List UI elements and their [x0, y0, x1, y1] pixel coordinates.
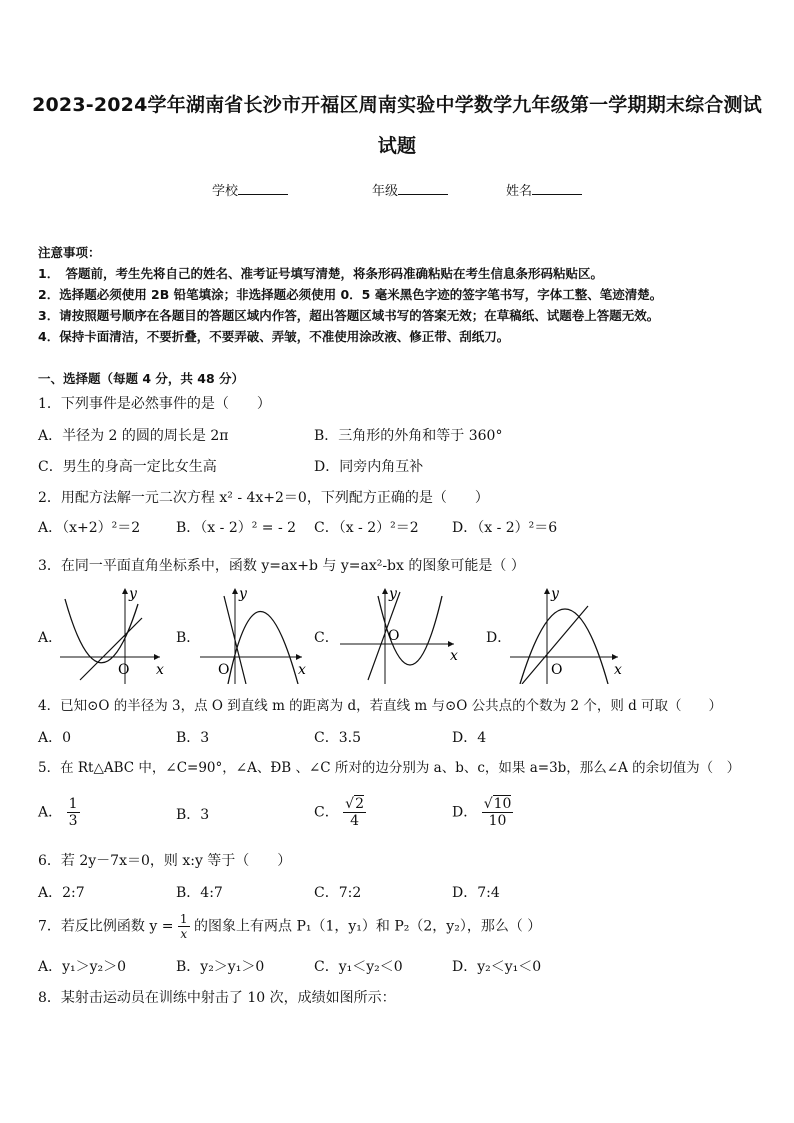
- q1-stem: 1．下列事件是必然事件的是（ ）: [38, 396, 271, 412]
- y-label: y: [551, 586, 559, 602]
- denominator: 10: [488, 813, 507, 829]
- parabola: [520, 609, 608, 684]
- q5-option-a-label: A．: [38, 804, 63, 821]
- q4-option-c: C．3.5: [314, 730, 361, 746]
- grade-field: [372, 182, 448, 200]
- q1-option-d: D．同旁内角互补: [314, 459, 424, 475]
- denominator: x: [180, 927, 188, 941]
- q2-option-c: C．（x - 2）²＝2: [314, 520, 419, 536]
- q4-option-d: D．4: [452, 730, 487, 746]
- q7-option-b: B．y₂＞y₁＞0: [176, 959, 265, 975]
- y-label: y: [389, 586, 397, 602]
- name-blank: [532, 182, 582, 195]
- q3-option-c-label: C．: [314, 630, 339, 646]
- y-axis-arrow: [382, 588, 388, 594]
- numerator: √2: [345, 796, 365, 812]
- numerator: 1: [68, 796, 78, 812]
- q5-option-b: B．3: [176, 807, 210, 823]
- q7-option-c: C．y₁＜y₂＜0: [314, 959, 403, 975]
- x-axis-arrow: [448, 641, 454, 647]
- q8-stem: 8．某射击运动员在训练中射击了 10 次，成绩如图所示：: [38, 990, 396, 1006]
- q4-stem: 4．已知⊙O 的半径为 3，点 O 到直线 m 的距离为 d，若直线 m 与⊙O 公共点的个数为 2 个，则 d 可取（ ）: [38, 698, 723, 714]
- q3-option-b-label: B．: [176, 630, 201, 646]
- parabola: [228, 612, 298, 685]
- q1-option-c: C．男生的身高一定比女生高: [38, 459, 217, 475]
- numerator: 1: [179, 912, 188, 926]
- q5-option-d-fraction: [482, 796, 514, 829]
- q6-option-c: C．7:2: [314, 885, 362, 901]
- name-field: [506, 182, 582, 200]
- q4-option-b: B．3: [176, 730, 210, 746]
- title-line-1: 2023-2024学年湖南省长沙市开福区周南实验中学数学九年级第一学期期末综合测试: [32, 94, 762, 116]
- denominator: 4: [350, 813, 360, 829]
- x-axis-arrow: [296, 654, 302, 660]
- origin-label: O: [388, 628, 400, 644]
- q5-option-c-label: C．: [314, 804, 339, 821]
- x-axis-arrow: [154, 654, 160, 660]
- school-field: [212, 182, 288, 200]
- q5-option-a: [38, 796, 80, 829]
- grade-blank: [398, 182, 448, 195]
- title-line-2: 试题: [377, 135, 417, 157]
- q6-option-a: A．2:7: [38, 885, 85, 901]
- x-label: x: [614, 662, 622, 678]
- notice-item: 3．请按照题号顺序在各题目的答题区域内作答，超出答题区域书写的答案无效；在草稿纸、试题卷上答题无效。: [38, 308, 660, 323]
- notice-item: 2．选择题必须使用 2B 铅笔填涂；非选择题必须使用 0．5 毫米黑色字迹的签字笔书写，字体工整、笔迹清楚。: [38, 287, 663, 302]
- line: [80, 618, 142, 680]
- notice-item: 4．保持卡面清洁，不要折叠，不要弄破、弄皱，不准使用涂改液、修正带、刮纸刀。: [38, 329, 510, 344]
- radicand: 2: [355, 796, 365, 812]
- q3-option-d-label: D．: [486, 630, 512, 646]
- notice-item: 1． 答题前，考生先将自己的姓名、准考证号填写清楚，将条形码准确粘贴在考生信息条形码粘贴区。: [38, 266, 603, 281]
- q3-graph-d: [508, 584, 626, 684]
- q3-graph-b: [198, 584, 310, 684]
- x-label: x: [298, 662, 306, 678]
- q3-graph-a: [60, 584, 168, 684]
- q7-stem: [38, 912, 541, 941]
- q5-stem: 5．在 Rt△ABC 中，∠C=90°，∠A、ÐB 、∠C 所对的边分别为 a、b、c，如果 a=3b，那么∠A 的余切值为（ ）: [38, 760, 741, 776]
- q3-stem: 3．在同一平面直角坐标系中，函数 y=ax+b 与 y=ax²-bx 的图象可能是（ ）: [38, 558, 525, 574]
- q5-option-d-label: D．: [452, 804, 478, 821]
- origin-label: O: [218, 662, 230, 678]
- q2-option-a: A．（x+2）²＝2: [38, 520, 141, 536]
- q7-stem-start: 7．若反比例函数 y =: [38, 918, 174, 935]
- q7-option-a: A．y₁＞y₂＞0: [38, 959, 127, 975]
- grade-label: 年级: [372, 184, 399, 199]
- notice-heading: 注意事项：: [38, 245, 101, 260]
- y-axis-arrow: [232, 588, 238, 594]
- q5-option-c: [314, 796, 366, 829]
- q2-option-b: B．（x - 2）² = - 2: [176, 520, 297, 536]
- name-label: 姓名: [506, 184, 533, 199]
- q7-fraction: [178, 912, 190, 941]
- q5-option-d: [452, 796, 513, 829]
- q4-option-a: A．0: [38, 730, 72, 746]
- section-heading: 一、选择题（每题 4 分，共 48 分）: [38, 371, 245, 386]
- q5-option-c-fraction: [343, 796, 366, 829]
- q6-stem: 6．若 2y－7x＝0，则 x:y 等于（ ）: [38, 853, 292, 869]
- q6-option-b: B．4:7: [176, 885, 223, 901]
- y-axis-arrow: [544, 588, 550, 594]
- origin-label: O: [551, 662, 563, 678]
- school-blank: [238, 182, 288, 195]
- x-label: x: [450, 648, 458, 664]
- x-axis-arrow: [612, 654, 618, 660]
- q1-option-b: B．三角形的外角和等于 360°: [314, 428, 503, 444]
- denominator: 3: [68, 813, 78, 829]
- school-label: 学校: [212, 184, 239, 199]
- y-label: y: [239, 586, 247, 602]
- q6-option-d: D．7:4: [452, 885, 500, 901]
- radicand: 10: [493, 796, 512, 812]
- q3-graph-c: [338, 584, 466, 684]
- q2-option-d: D．（x - 2）²＝6: [452, 520, 558, 536]
- q3-option-a-label: A．: [38, 630, 63, 646]
- y-label: y: [129, 586, 137, 602]
- parabola: [65, 599, 138, 663]
- x-label: x: [156, 662, 164, 678]
- q7-option-d: D．y₂＜y₁＜0: [452, 959, 542, 975]
- origin-label: O: [118, 662, 130, 678]
- q5-option-a-fraction: [67, 796, 80, 829]
- numerator: √10: [483, 796, 512, 812]
- y-axis-arrow: [122, 588, 128, 594]
- q1-option-a: A．半径为 2 的圆的周长是 2π: [38, 428, 229, 444]
- q7-stem-end: 的图象上有两点 P₁（1，y₁）和 P₂（2，y₂），那么（ ）: [194, 918, 542, 935]
- q2-stem: 2．用配方法解一元二次方程 x² - 4x+2＝0，下列配方正确的是（ ）: [38, 490, 489, 506]
